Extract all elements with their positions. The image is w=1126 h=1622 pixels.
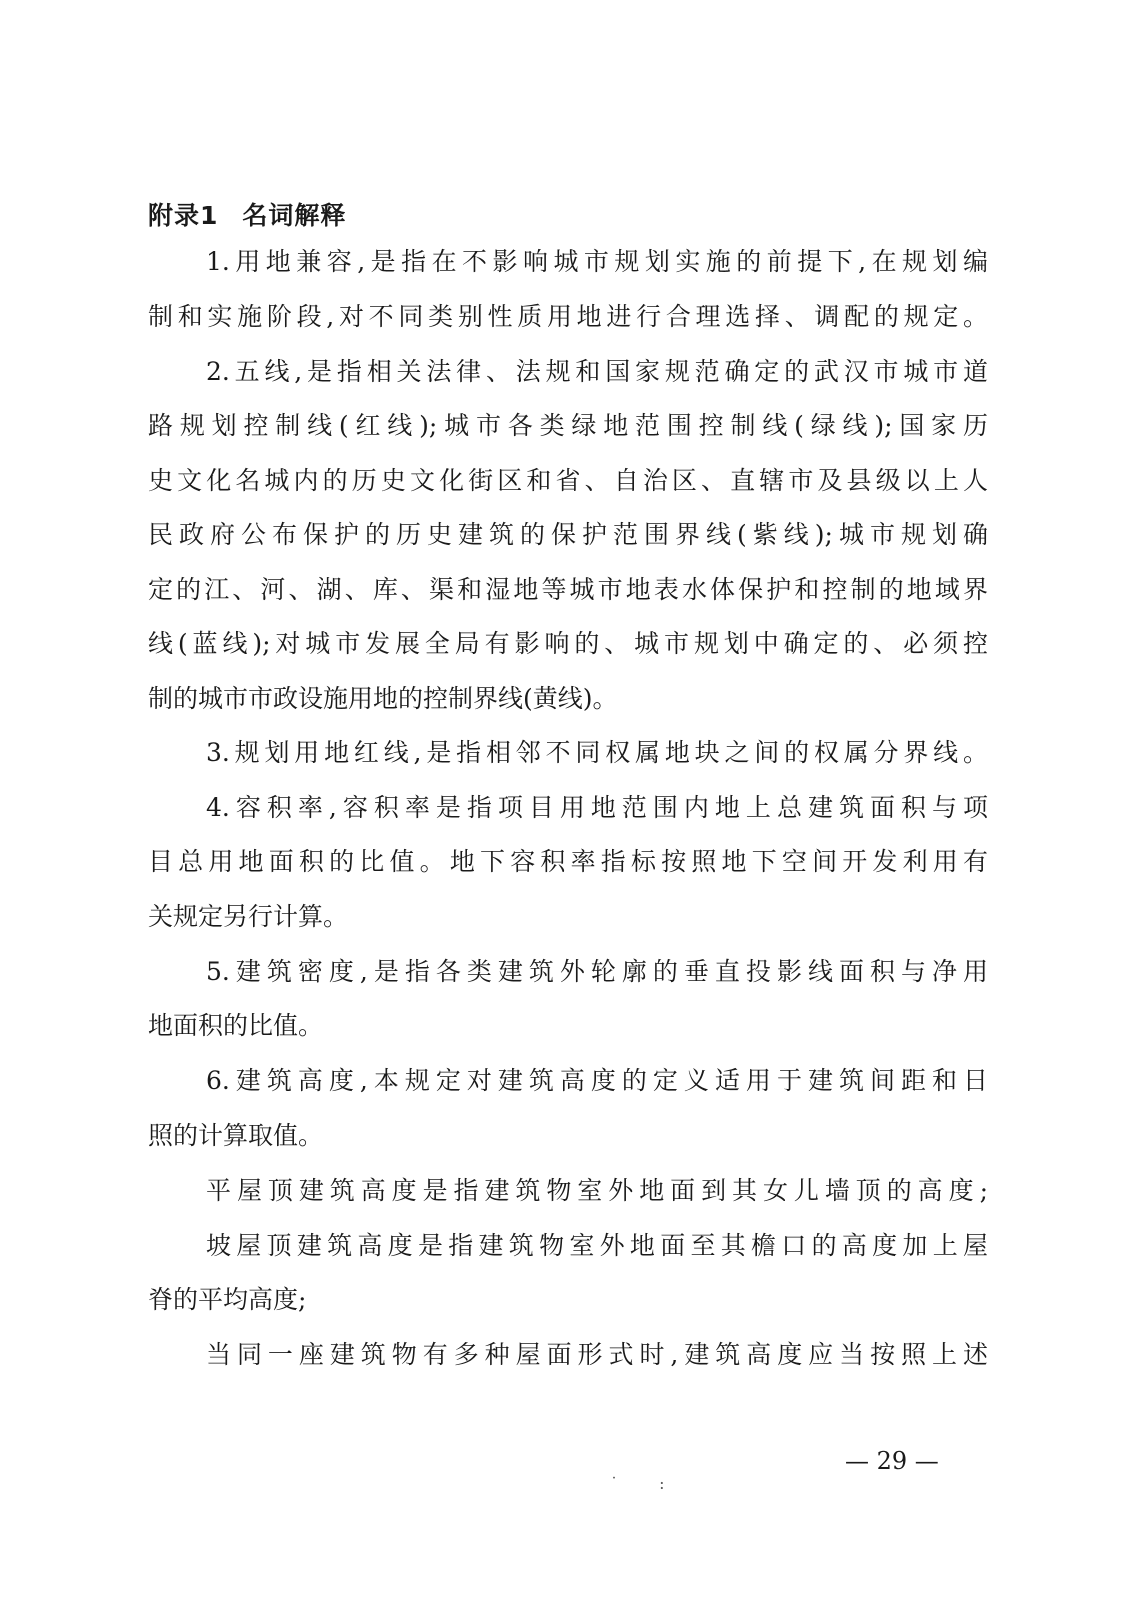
text-line: 制的城市市政设施用地的控制界线(黄线)。 bbox=[148, 684, 618, 713]
text-line: 路规划控制线(红线);城市各类绿地范围控制线(绿线);国家历 bbox=[148, 411, 988, 440]
text-line: 制和实施阶段,对不同类别性质用地进行合理选择、调配的规定。 bbox=[148, 302, 988, 331]
text-line: 5.建筑密度,是指各类建筑外轮廓的垂直投影线面积与净用 bbox=[206, 957, 988, 986]
scan-specks: ˙ : bbox=[610, 1474, 683, 1493]
appendix-title: 名词解释 bbox=[242, 201, 347, 230]
text-line: 定的江、河、湖、库、渠和湿地等城市地表水体保护和控制的地域界 bbox=[148, 575, 988, 604]
text-line: 脊的平均高度; bbox=[148, 1285, 307, 1314]
text-line: 照的计算取值。 bbox=[148, 1121, 324, 1150]
text-line: 4.容积率,容积率是指项目用地范围内地上总建筑面积与项 bbox=[206, 793, 988, 822]
text-line: 2.五线,是指相关法律、法规和国家规范确定的武汉市城市道 bbox=[206, 357, 988, 386]
text-line: 线(蓝线);对城市发展全局有影响的、城市规划中确定的、必须控 bbox=[148, 629, 988, 658]
appendix-heading bbox=[148, 196, 346, 236]
text-line: 3.规划用地红线,是指相邻不同权属地块之间的权属分界线。 bbox=[206, 738, 988, 767]
text-line: 平屋顶建筑高度是指建筑物室外地面到其女儿墙顶的高度; bbox=[206, 1176, 988, 1205]
page-number: — 29 — bbox=[845, 1447, 939, 1475]
text-line: 史文化名城内的历史文化街区和省、自治区、直辖市及县级以上人 bbox=[148, 466, 988, 495]
text-line: 地面积的比值。 bbox=[148, 1011, 324, 1040]
text-line: 目总用地面积的比值。地下容积率指标按照地下空间开发利用有 bbox=[148, 847, 988, 876]
text-line: 1.用地兼容,是指在不影响城市规划实施的前提下,在规划编 bbox=[206, 247, 988, 276]
text-line: 当同一座建筑物有多种屋面形式时,建筑高度应当按照上述 bbox=[206, 1340, 988, 1369]
text-line: 6.建筑高度,本规定对建筑高度的定义适用于建筑间距和日 bbox=[206, 1066, 988, 1095]
text-line: 坡屋顶建筑高度是指建筑物室外地面至其檐口的高度加上屋 bbox=[206, 1231, 988, 1260]
text-line: 关规定另行计算。 bbox=[148, 902, 349, 931]
appendix-label: 附录1 bbox=[148, 201, 219, 230]
text-line: 民政府公布保护的历史建筑的保护范围界线(紫线);城市规划确 bbox=[148, 520, 988, 549]
